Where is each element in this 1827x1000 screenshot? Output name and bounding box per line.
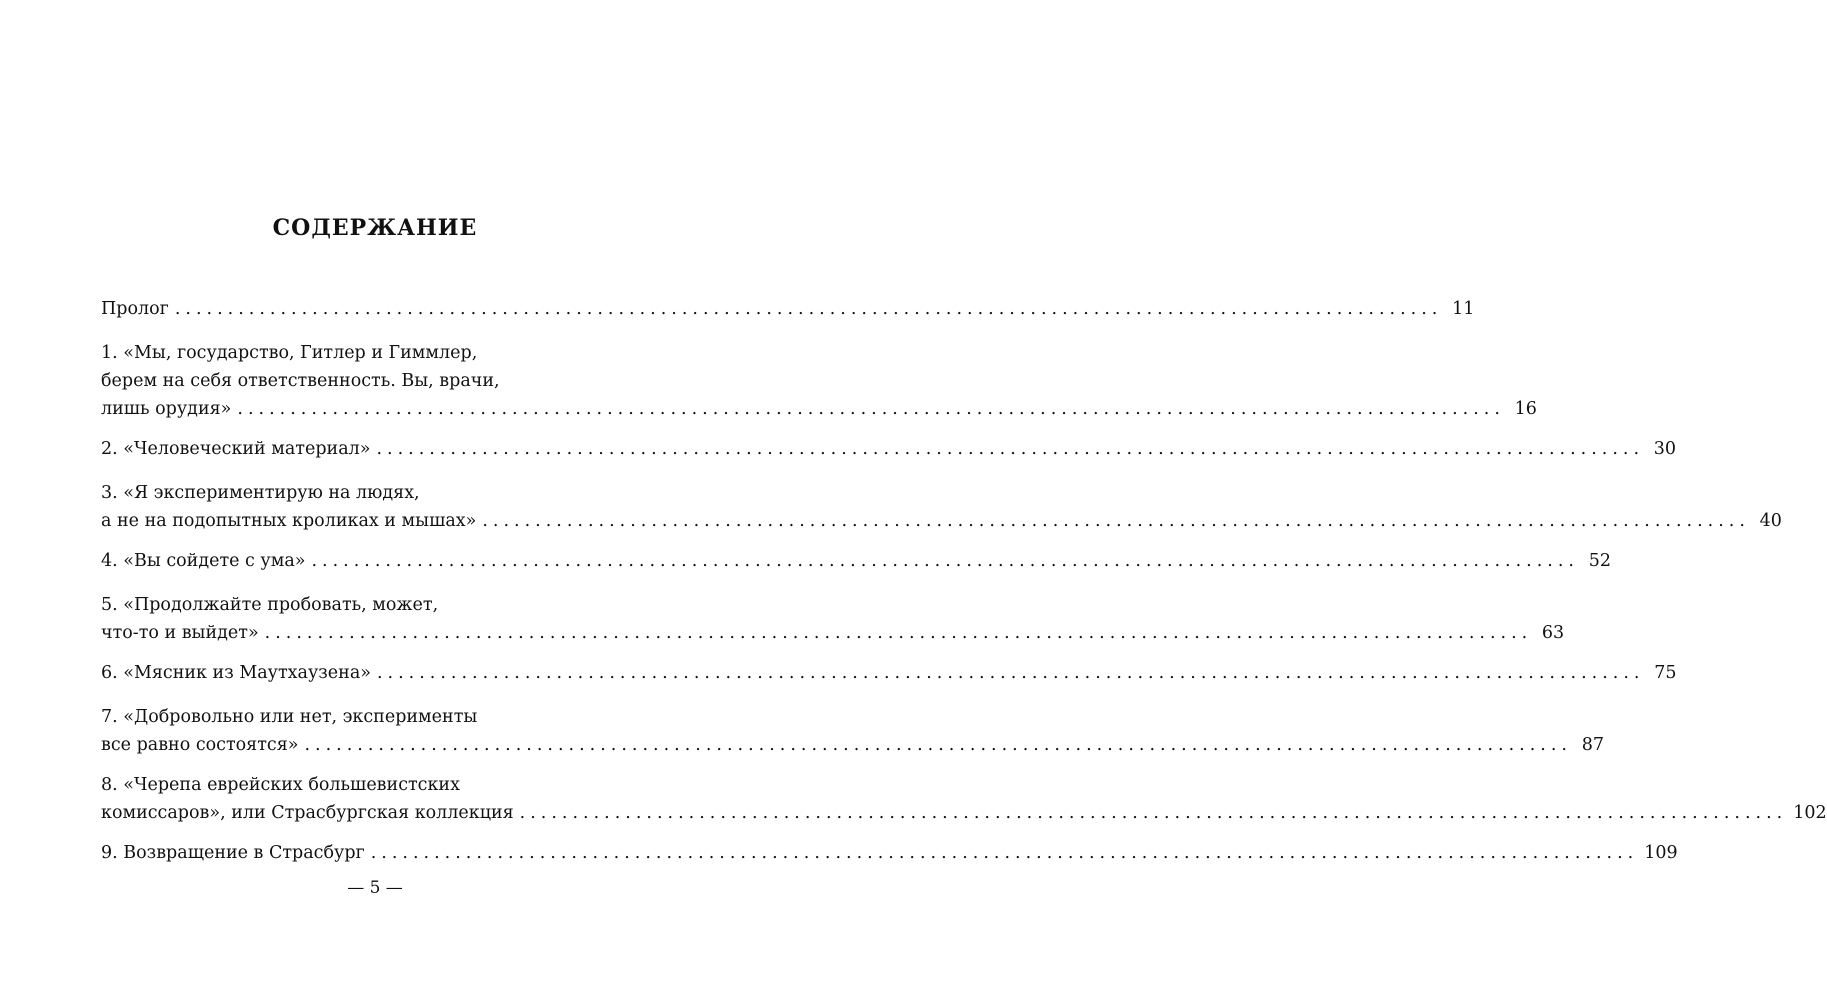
toc-entry-title-line: комиссаров», или Страсбургская коллекция: [101, 803, 514, 823]
toc-page-number: 63: [1541, 623, 1565, 643]
toc-page-number: 75: [1654, 663, 1677, 683]
toc-entry-title-line: 2. «Человеческий материал»: [101, 439, 371, 459]
dot-leader: ........................................................................................................................: [174, 299, 1443, 319]
toc-entry-leader-row: [101, 731, 1604, 759]
dot-leader: ........................................................................................................................: [264, 623, 1533, 643]
dot-leader: ........................................................................................................................: [519, 803, 1788, 823]
toc-entry-title-line: 1. «Мы, государство, Гитлер и Гиммлер,: [101, 343, 478, 363]
toc-entry-leader-row: [101, 507, 1782, 535]
toc-page-number: 109: [1644, 843, 1678, 863]
toc-entry: [101, 295, 1475, 323]
dot-leader: ........................................................................................................................: [376, 439, 1645, 459]
toc-entry-leader-row: [101, 295, 1475, 323]
toc-entry-title-line: все равно состоятся»: [101, 735, 299, 755]
toc-entry-title-line: 8. «Черепа еврейских большевистских: [101, 775, 460, 795]
toc-entry-leader-row: [101, 435, 1677, 463]
toc-entry: [101, 479, 1782, 535]
toc-entry-title-line: а не на подопытных кроликах и мышах»: [101, 511, 477, 531]
page-title: СОДЕРЖАНИЕ: [272, 215, 478, 241]
dot-leader: ........................................................................................................................: [376, 663, 1645, 683]
toc-page-number: 102: [1793, 803, 1827, 823]
toc-entry: [101, 771, 1827, 827]
toc-entry: [101, 839, 1678, 867]
toc-entry-title-line: 5. «Продолжайте пробовать, может,: [101, 595, 439, 615]
toc-entry-title-line: Пролог: [101, 299, 169, 319]
toc-entry-title-line: 7. «Добровольно или нет, эксперименты: [101, 707, 478, 727]
dot-leader: ........................................................................................................................: [482, 511, 1750, 531]
toc-entry: [101, 703, 1604, 759]
toc-page-number: 87: [1581, 735, 1604, 755]
toc-page-number: 52: [1588, 551, 1611, 571]
toc-page-number: 40: [1759, 511, 1782, 531]
toc-entry-leader-row: [101, 839, 1678, 867]
toc-page-number: 30: [1653, 439, 1677, 459]
toc-entry-leader-row: [101, 799, 1827, 827]
toc-entry-leader-row: [101, 395, 1537, 423]
toc-page-number: 16: [1514, 399, 1537, 419]
toc-entry: [101, 435, 1677, 463]
toc-entry-title-line: 9. Возвращение в Страсбург: [101, 843, 365, 863]
toc-entry-title-line: берем на себя ответственность. Вы, врачи,: [101, 371, 500, 391]
dot-leader: ........................................................................................................................: [237, 399, 1505, 419]
page-number: — 5 —: [347, 878, 403, 898]
toc-entry-leader-row: [101, 659, 1677, 687]
toc-entry: [101, 547, 1611, 575]
dot-leader: ........................................................................................................................: [311, 551, 1579, 571]
toc-entry: [101, 591, 1565, 647]
toc-entry-title-line: 3. «Я экспериментирую на людях,: [101, 483, 420, 503]
toc-page-number: 11: [1452, 299, 1475, 319]
dot-leader: ........................................................................................................................: [370, 843, 1639, 863]
toc-entry-title-line: лишь орудия»: [101, 399, 232, 419]
dot-leader: ........................................................................................................................: [304, 735, 1572, 755]
toc-entry-leader-row: [101, 547, 1611, 575]
toc-entry-title-line: 6. «Мясник из Маутхаузена»: [101, 663, 371, 683]
toc-entry: [101, 339, 1537, 423]
table-of-contents: [101, 295, 1827, 867]
toc-entry-title-line: что-то и выйдет»: [101, 623, 259, 643]
toc-entry: [101, 659, 1677, 687]
toc-entry-leader-row: [101, 619, 1565, 647]
toc-entry-title-line: 4. «Вы сойдете с ума»: [101, 551, 306, 571]
